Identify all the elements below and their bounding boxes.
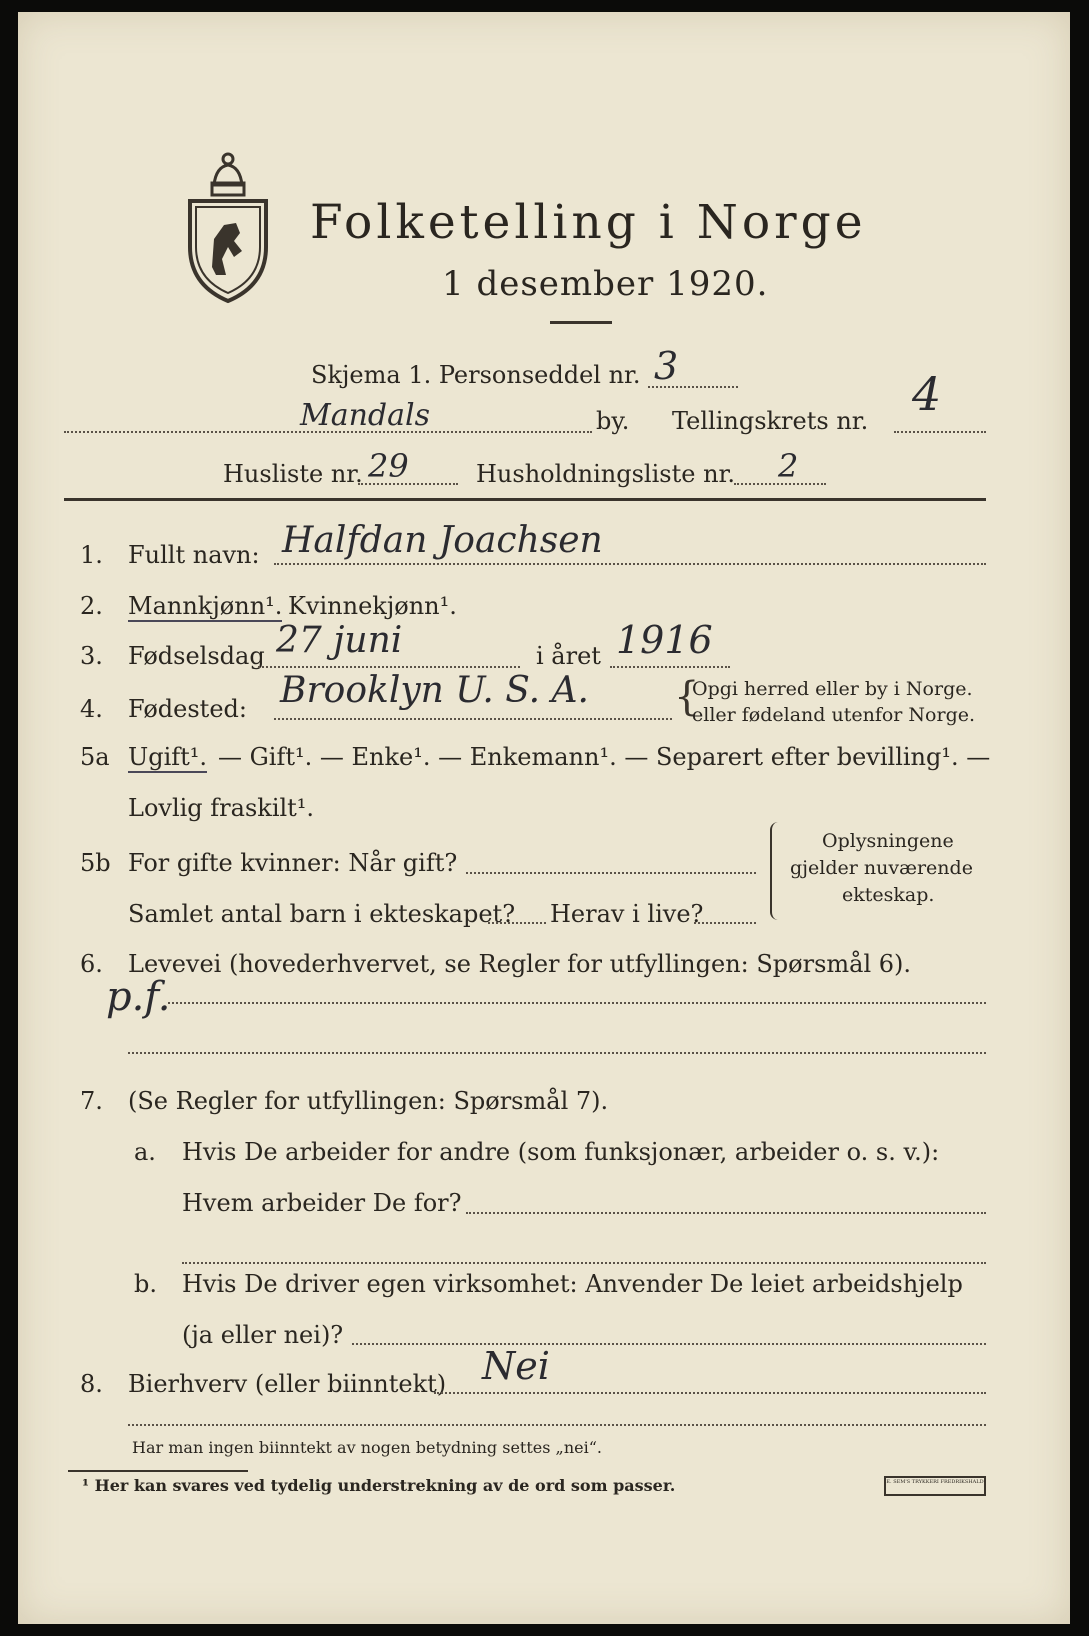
- q6-dotline-1: [168, 1002, 986, 1004]
- q5b-i-live-dotline: [694, 922, 756, 924]
- q5a-lovlig-fraskilt[interactable]: Lovlig fraskilt¹.: [128, 794, 315, 822]
- q6-number: 6.: [80, 950, 103, 978]
- q5b-label-i-live: Herav i live?: [550, 900, 704, 928]
- by-label: by.: [596, 407, 630, 435]
- printer-stamp: [884, 1476, 986, 1496]
- footnote-rule: [68, 1470, 248, 1472]
- q3-year-dotline: [610, 666, 730, 668]
- q3-day-dotline: [258, 666, 520, 668]
- header-divider: [64, 498, 986, 501]
- q5a-number: 5a: [80, 743, 110, 771]
- footnote: ¹ Her kan svares ved tydelig understrekning av de ord som passer.: [82, 1476, 676, 1495]
- q3-year-value[interactable]: 1916: [616, 618, 713, 662]
- q3-label: Fødselsdag: [128, 642, 265, 670]
- husliste-value[interactable]: 29: [368, 447, 409, 485]
- q6-label: Levevei (hovederhvervet, se Regler for utfyllingen: Spørsmål 6).: [128, 950, 912, 978]
- footer-note: Har man ingen biinntekt av nogen betydning settes „nei“.: [132, 1438, 602, 1457]
- q5b-note-line1: Oplysningene: [822, 830, 954, 852]
- q2-number: 2.: [80, 592, 103, 620]
- husliste-dotline: [358, 483, 458, 485]
- place-value[interactable]: Mandals: [300, 398, 431, 433]
- q8-number: 8.: [80, 1370, 103, 1398]
- q5b-brace: [770, 822, 782, 920]
- q4-birthplace-value[interactable]: Brooklyn U. S. A.: [280, 670, 589, 711]
- q7a-dotline-2[interactable]: [182, 1262, 986, 1264]
- q2-female-option[interactable]: Kvinnekjønn¹.: [288, 592, 457, 620]
- q7a-number: a.: [134, 1138, 156, 1166]
- q6-occupation-value[interactable]: p.f.: [106, 974, 171, 1020]
- q5a-ugift-option[interactable]: Ugift¹.: [128, 743, 208, 771]
- q4-brace: {: [674, 674, 700, 720]
- tellingskrets-value[interactable]: 4: [912, 367, 942, 421]
- q8-dotline-2: [128, 1424, 986, 1426]
- q5a-other-options[interactable]: — Gift¹. — Enke¹. — Enkemann¹. — Separert efter bevilling¹. —: [218, 743, 991, 771]
- q7b-text: Hvis De driver egen virksomhet: Anvender De leiet arbeidshjelp: [182, 1270, 963, 1298]
- printer-stamp-text: E. SEM'S TRYKKERI FREDRIKSHALD: [886, 1479, 984, 1485]
- tellingskrets-label: Tellingskrets nr.: [672, 407, 869, 435]
- q8-label: Bierhverv (eller biinntekt): [128, 1370, 447, 1398]
- q8-dotline-1: [434, 1392, 986, 1394]
- tellingskrets-dotline: [894, 431, 986, 433]
- q5b-naar-gift-dotline: [466, 872, 756, 874]
- q7a-text: Hvis De arbeider for andre (som funksjonær, arbeider o. s. v.):: [182, 1138, 940, 1166]
- husholdning-value[interactable]: 2: [778, 447, 799, 485]
- q7b-number: b.: [134, 1270, 157, 1298]
- q5b-barn-dotline: [488, 922, 546, 924]
- q4-dotline: [274, 718, 672, 720]
- census-form: [18, 12, 1070, 1624]
- q3-day-value[interactable]: 27 juni: [276, 620, 403, 661]
- q7-number: 7.: [80, 1087, 103, 1115]
- q5b-note-line3: ekteskap.: [842, 884, 935, 906]
- husholdning-dotline: [734, 483, 826, 485]
- q3-year-label: i året: [536, 642, 601, 670]
- q4-note-line1: Opgi herred eller by i Norge.: [692, 678, 973, 700]
- q1-number: 1.: [80, 541, 103, 569]
- q5b-label-barn: Samlet antal barn i ekteskapet?: [128, 900, 516, 928]
- q1-dotline: [274, 563, 986, 565]
- q7a-text2: Hvem arbeider De for?: [182, 1189, 462, 1217]
- form-title: Folketelling i Norge: [310, 195, 867, 250]
- q4-label: Fødested:: [128, 695, 247, 723]
- q2-male-option[interactable]: Mannkjønn¹.: [128, 592, 283, 620]
- q7a-dotline-1[interactable]: [466, 1212, 986, 1214]
- q3-number: 3.: [80, 642, 103, 670]
- title-divider: [550, 321, 612, 324]
- q8-value[interactable]: Nei: [482, 1344, 550, 1388]
- q1-fullname-value[interactable]: Halfdan Joachsen: [282, 520, 603, 561]
- skjema-value[interactable]: 3: [654, 344, 679, 388]
- q5b-label-naar-gift: For gifte kvinner: Når gift?: [128, 849, 458, 877]
- q4-note-line2: eller fødeland utenfor Norge.: [692, 704, 976, 726]
- q1-label: Fullt navn:: [128, 541, 260, 569]
- form-date: 1 desember 1920.: [442, 264, 769, 304]
- skjema-dotline: [648, 386, 738, 388]
- q6-dotline-2: [128, 1052, 986, 1054]
- q5b-note-line2: gjelder nuværende: [790, 857, 973, 879]
- skjema-label: Skjema 1. Personseddel nr.: [311, 361, 641, 389]
- q4-number: 4.: [80, 695, 103, 723]
- place-dotline: [64, 431, 592, 433]
- q7b-text2: (ja eller nei)?: [182, 1321, 344, 1349]
- q7-label: (Se Regler for utfyllingen: Spørsmål 7).: [128, 1087, 609, 1115]
- coat-of-arms-icon: [184, 147, 272, 307]
- husholdning-label: Husholdningsliste nr.: [476, 460, 735, 488]
- q5b-number: 5b: [80, 849, 111, 877]
- q7b-dotline[interactable]: [352, 1343, 986, 1345]
- husliste-label: Husliste nr.: [223, 460, 363, 488]
